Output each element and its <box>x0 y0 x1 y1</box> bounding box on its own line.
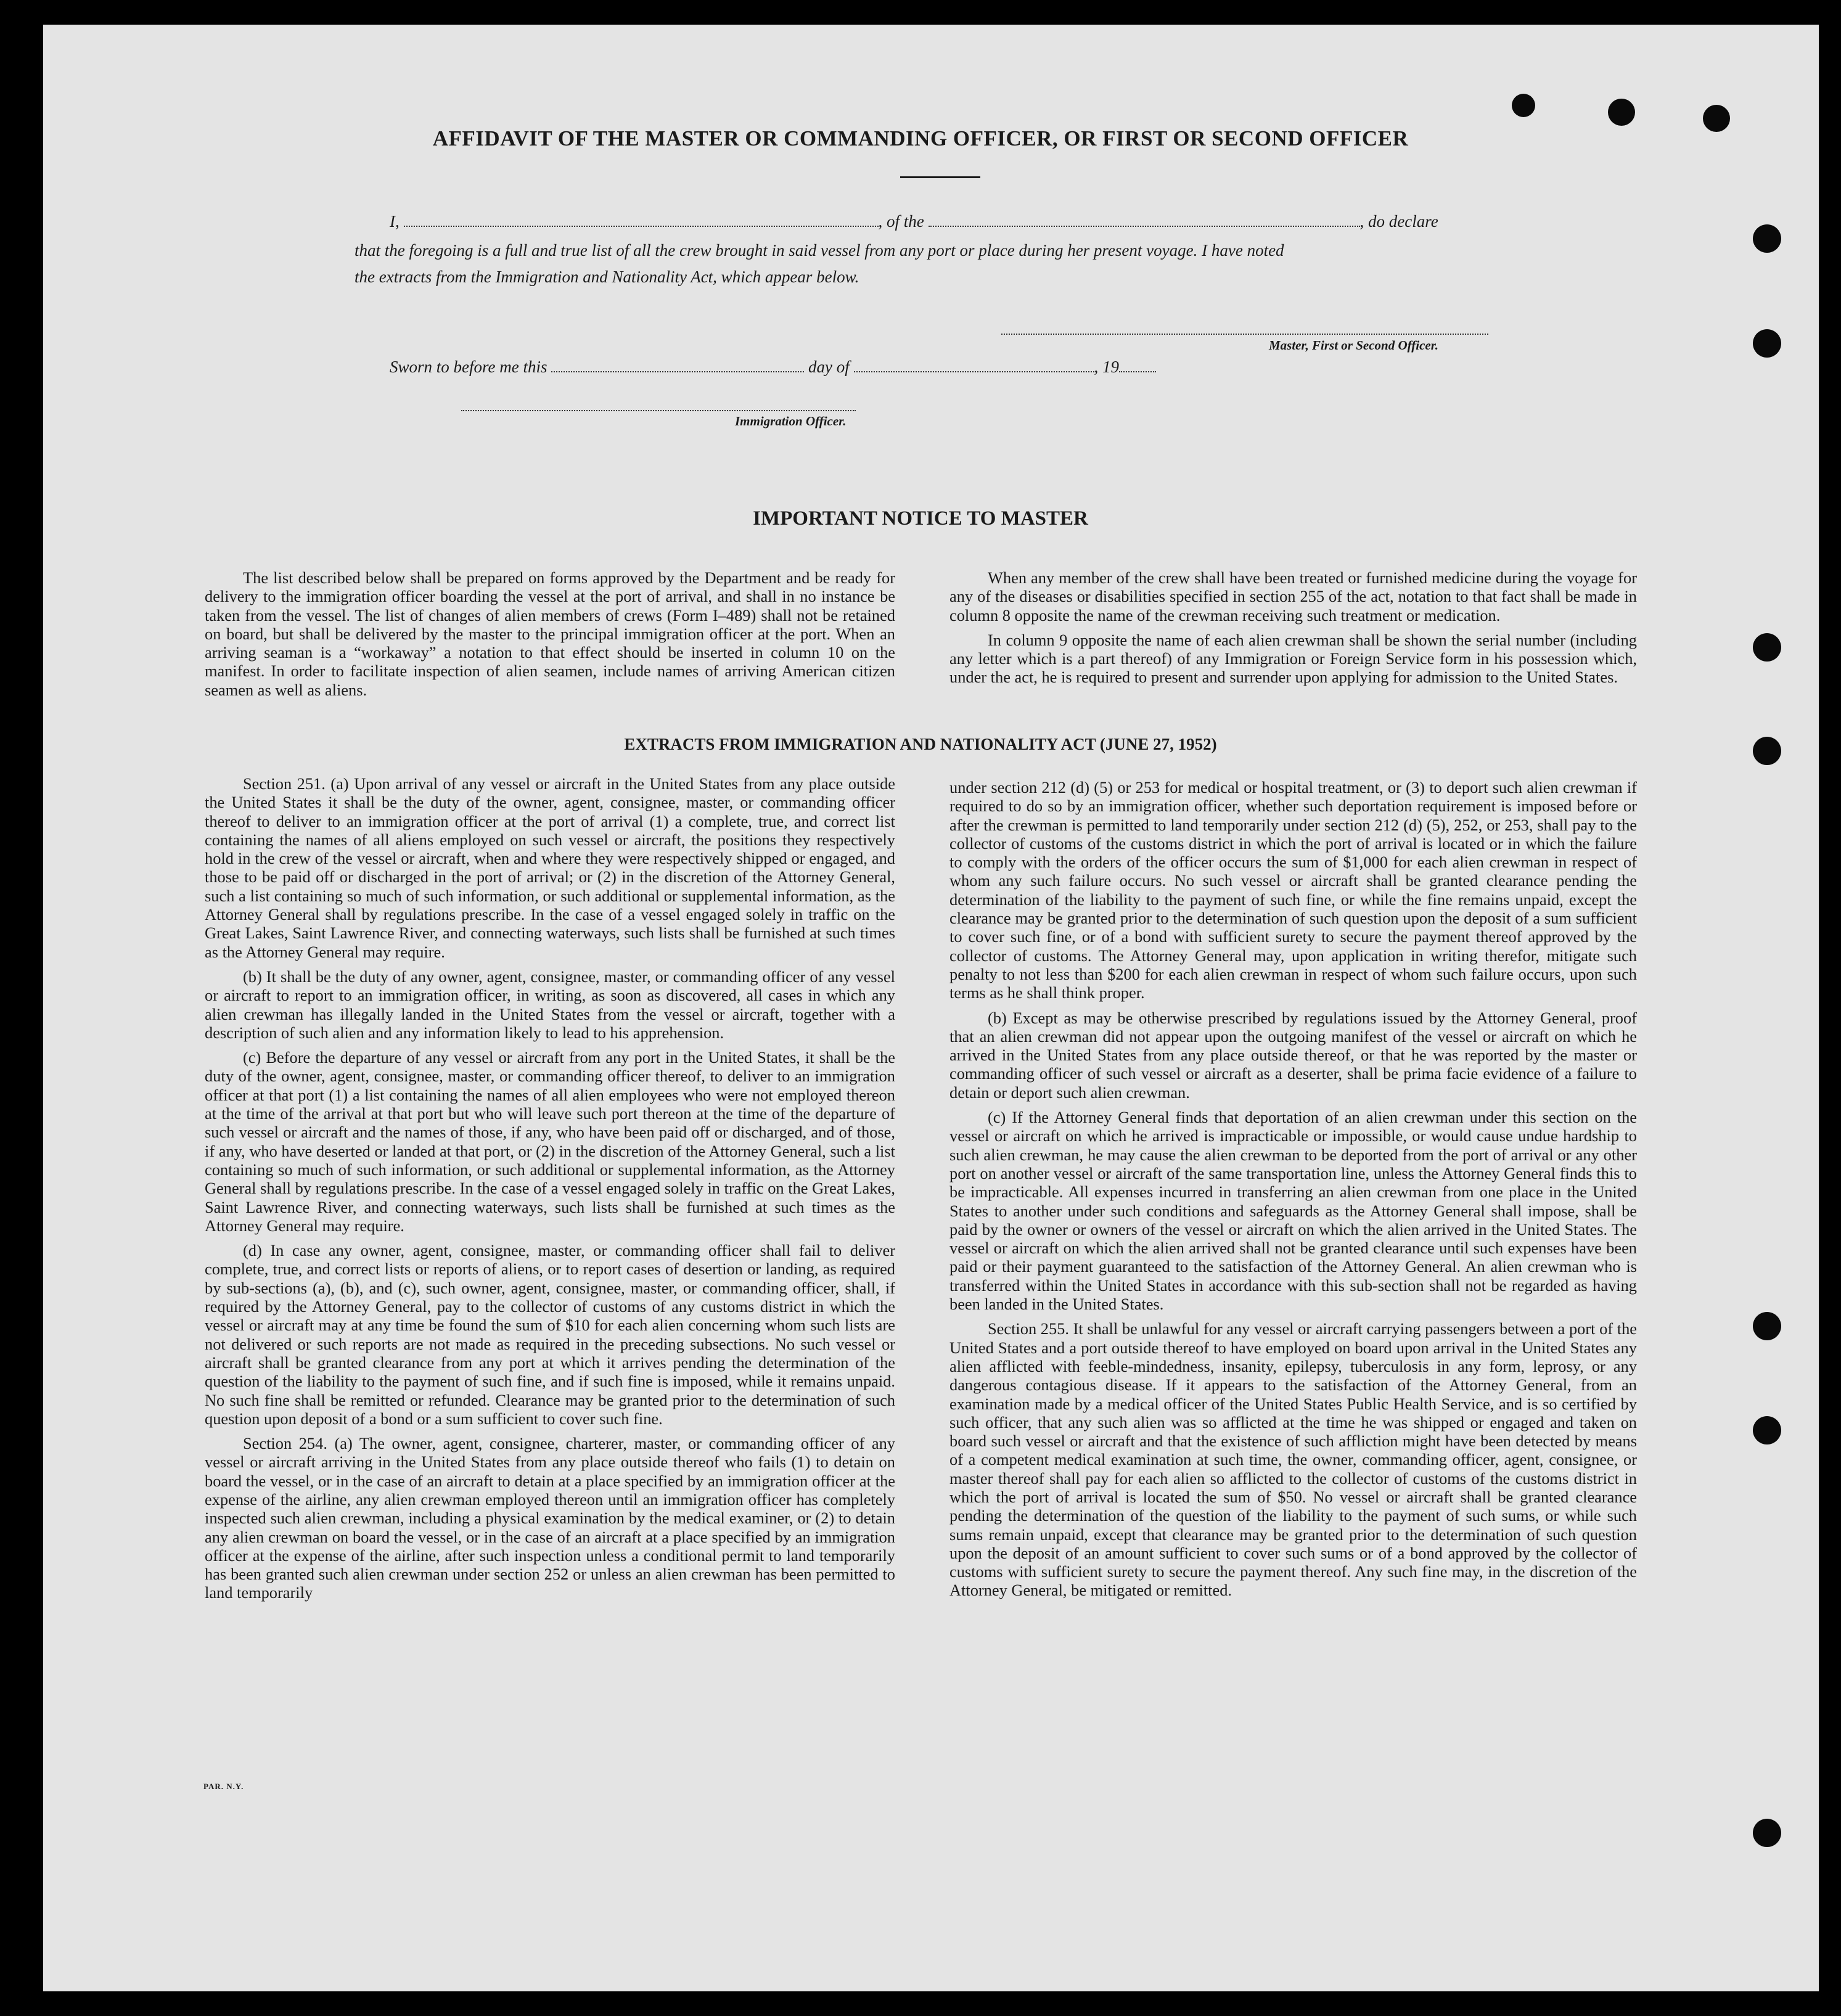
notice-left-column <box>205 568 895 699</box>
punch-hole <box>1753 1312 1781 1340</box>
master-signature-line <box>1001 334 1488 335</box>
vessel-field-line <box>929 226 1360 227</box>
notice-paragraph: When any member of the crew shall have been treated or furnished medicine during the voyage for any of the diseases or disabilities specified in section 255 of the act, notation to that fact shall be made in column 8 opposite the name of the crewman receiving such treatment or medication. <box>949 568 1637 625</box>
punch-hole <box>1753 1416 1781 1444</box>
affidavit-title: AFFIDAVIT OF THE MASTER OR COMMANDING OFFICER, OR FIRST OR SECOND OFFICER <box>432 126 1409 150</box>
notice-title: IMPORTANT NOTICE TO MASTER <box>753 507 1088 530</box>
affidavit-line-1 <box>390 212 1493 231</box>
sworn-line <box>390 358 1156 377</box>
sworn-day-line <box>551 371 804 372</box>
notice-paragraph: The list described below shall be prepared on forms approved by the Department and be ready for delivery to the immigration officer boarding the vessel at the port of arrival, and shall in no instance be taken from the vessel. The list of changes of alien members of crews (Form I–489) shall not be retained on board, but shall be delivered by the master to the principal immigration officer at the port. When an arriving seaman is a “workaway” a notation to that effect should be inserted in column 10 on the manifest. In order to facilitate inspection of alien seamen, include names of arriving American citizen seamen as well as aliens. <box>205 568 895 699</box>
section-251-b: (b) It shall be the duty of any owner, agent, consignee, master, or commanding officer of any vessel or aircraft to report to an immigration officer, in writing, as soon as discovered, all cases in which any alien crewman has illegally landed in the United States from the vessel or aircraft, together with a description of such alien and any information likely to lead to his apprehension. <box>205 967 895 1042</box>
affidavit-i: I, <box>390 212 400 231</box>
printer-mark: PAR. N.Y. <box>203 1782 244 1791</box>
section-254-b: (b) Except as may be otherwise prescribed by regulations issued by the Attorney General, proof that an alien crewman did not appear upon the outgoing manifest of the vessel or aircraft on which he arrived in the United States from any place outside thereof, or that he was reported by the master or commanding officer of such vessel or aircraft as a deserter, shall be prima facie evidence of a failure to detain or deport such alien crewman. <box>949 1008 1637 1102</box>
title-rule <box>900 176 980 178</box>
name-field-line <box>404 226 879 227</box>
section-254-c: (c) If the Attorney General finds that deportation of an alien crewman under this section on the vessel or aircraft on which he arrived is impracticable or impossible, or would cause undue hardship to such alien crewman, he may cause the alien crewman to be deported from the port of arrival or any other port on another vessel or aircraft of the same transportation line, unless the Attorney General finds this to be impracticable. All expenses incurred in transferring an alien crewman from one place in the United States to another under such conditions and safeguards as the Attorney General shall impose, shall be paid by the owner or owners of the vessel or aircraft on which the alien arrived in the United States. The vessel or aircraft on which the alien arrived shall not be granted clearance until such expenses have been paid or their payment guaranteed to the satisfaction of the Attorney General. An alien crewman who is transferred within the United States in accordance with this sub-section shall not be regarded as having been landed in the United States. <box>949 1108 1637 1314</box>
section-251-a: Section 251. (a) Upon arrival of any vessel or aircraft in the United States from any place outside the United States it shall be the duty of the owner, agent, consignee, master, or commanding officer thereof to deliver to an immigration officer at the port of arrival (1) a complete, true, and correct list containing the names of all aliens employed on such vessel or aircraft, the positions they respectively hold in the crew of the vessel or aircraft, when and where they were respectively shipped or engaged, and those to be paid off or discharged in the port of arrival; or (2) in the discretion of the Attorney General, such a list containing so much of such information, or such additional or supplemental information, as the Attorney General shall by regulations prescribe. In the case of a vessel engaged solely in traffic on the Great Lakes, Saint Lawrence River, and connecting waterways, such lists shall be furnished at such times as the Attorney General may require. <box>205 774 895 961</box>
notice-paragraph: In column 9 opposite the name of each alien crewman shall be shown the serial number (including any letter which is a part thereof) of any Immigration or Foreign Service form in his possession which, under the act, he is required to present and surrender upon applying for admission to the United States. <box>949 630 1637 687</box>
section-254-a: Section 254. (a) The owner, agent, consignee, charterer, master, or commanding officer of any vessel or aircraft arriving in the United States from any place outside thereof who fails (1) to detain on board the vessel, or in the case of an aircraft to detain at a place specified by an immigration officer at the expense of the airline, any alien crewman employed thereon until an immigration officer has completely inspected such alien crewman, including a physical examination by the medical examiner, or (2) to detain any alien crewman on board the vessel, or in the case of an aircraft at a place specified by an immigration officer at the expense of the airline, after such inspection unless a conditional permit to land temporarily has been granted such alien crewman under section 252 or unless an alien crewman has been permitted to land temporarily <box>205 1434 895 1602</box>
affidavit-of-the: , of the <box>878 212 924 231</box>
notice-right-column <box>949 568 1637 687</box>
year-label: , 19 <box>1094 358 1119 376</box>
section-251-d: (d) In case any owner, agent, consignee, master, or commanding officer shall fail to deliver complete, true, and correct lists or reports of aliens, or to report cases of desertion or landing, as required by sub-sections (a), (b), and (c), such owner, agent, consignee, master, or commanding officer, shall, if required by the Attorney General, pay to the collector of customs of any customs district in which the vessel or aircraft may at any time be found the sum of $10 for each alien concerning whom such lists are not delivered or such reports are not made as required in the preceding subsections. No such vessel or aircraft shall be granted clearance from any port at which it arrives pending the determination of the question of the liability to the payment of such fine, and if such fine is imposed, while it remains unpaid. No such fine shall be remitted or refunded. Clearance may be granted prior to the determination of such question upon deposit of a bond or a sum sufficient to cover such fine. <box>205 1241 895 1428</box>
section-255: Section 255. It shall be unlawful for any vessel or aircraft carrying passengers between a port of the United States and a port outside thereof to have employed on board upon arrival in the United States any alien afflicted with feeble-mindedness, insanity, epilepsy, tuberculosis in any form, leprosy, or any dangerous contagious disease. If it appears to the satisfaction of the Attorney General, from an examination made by a medical officer of the United States Public Health Service, and is so certified by such officer, that any such alien was so afflicted at the time he was shipped or engaged and taken on board such vessel or aircraft and that the existence of such affliction might have been detected by means of a competent medical examination at such time, the owner, commanding officer, agent, consignee, or master thereof shall pay for each alien so afflicted to the collector of customs of the customs district in which the port of arrival is located the sum of $50. No vessel or aircraft shall be granted clearance pending the determination of the question of the liability to the payment of such sums, or while such sums remain unpaid, except that clearance may be granted prior to the determination of such question upon the deposit of an amount sufficient to cover such sums or of a bond approved by the collector of customs with sufficient surety to secure the payment thereof. Any such fine may, in the discretion of the Attorney General, be mitigated or remitted. <box>949 1319 1637 1600</box>
day-of-label: day of <box>808 358 850 376</box>
affidavit-line-3: the extracts from the Immigration and Nationality Act, which appear below. <box>355 268 859 286</box>
affidavit-declare: , do declare <box>1359 212 1438 231</box>
sworn-year-line <box>1119 371 1156 372</box>
officer-signature-line <box>461 410 856 411</box>
punch-hole <box>1753 1819 1781 1847</box>
affidavit-line-2: that the foregoing is a full and true list of all the crew brought in said vessel from any port or place during her present voyage. I have noted <box>355 241 1284 260</box>
section-251-c: (c) Before the departure of any vessel or aircraft from any port in the United States, it shall be the duty of the owner, agent, consignee, master, or commanding officer thereof, to deliver to an immigration officer at that port (1) a list containing the names of all alien employees who were not employed thereon at the time of the arrival at that port but who will leave such port thereon at the time of the departure of such vessel or aircraft and the names of those, if any, who have been paid off or discharged, and of those, if any, who have deserted or landed at that port, or (2) in the discretion of the Attorney General, such a list containing so much of such information, or such additional or supplemental information, as the Attorney General shall by regulations prescribe. In the case of a vessel engaged solely in traffic on the Great Lakes, Saint Lawrence River, and connecting waterways, such lists shall be furnished at such times as the Attorney General may require. <box>205 1048 895 1235</box>
punch-hole <box>1753 224 1781 253</box>
punch-hole <box>1753 329 1781 358</box>
sworn-label: Sworn to before me this <box>390 358 547 376</box>
master-caption: Master, First or Second Officer. <box>1269 338 1438 353</box>
punch-hole <box>1608 99 1635 126</box>
extracts-right-column <box>949 778 1637 1600</box>
punch-hole <box>1753 633 1781 662</box>
extracts-left-column <box>205 774 895 1602</box>
punch-hole <box>1512 94 1535 117</box>
section-254-a-continued: under section 212 (d) (5) or 253 for medical or hospital treatment, or (3) to deport such alien crewman if required to do so by an immigration officer, whether such deportation requirement is imposed before or after the crewman is permitted to land temporarily under section 212 (d) (5), 252, or 253, shall pay to the collector of customs of the customs district in which the port of arrival is located or in which the failure to comply with the orders of the officer occurs the sum of $1,000 for each alien crewman in respect of whom any such failure occurs. No such vessel or aircraft shall be granted clearance pending the determination of the liability to the payment of such fine, or while the fine remains unpaid, except the clearance may be granted prior to the determination of such question upon the deposit of a sum sufficient to cover such fine, or of a bond with sufficient surety to secure the payment thereof approved by the collector of customs. The Attorney General may, upon application in writing therefor, mitigate such penalty to not less than $200 for each alien crewman in respect of whom such failure occurs, upon such terms as he shall think proper. <box>949 778 1637 1002</box>
extracts-title: EXTRACTS FROM IMMIGRATION AND NATIONALITY ACT (JUNE 27, 1952) <box>624 735 1217 753</box>
officer-caption: Immigration Officer. <box>735 414 847 428</box>
sworn-month-line <box>854 371 1094 372</box>
